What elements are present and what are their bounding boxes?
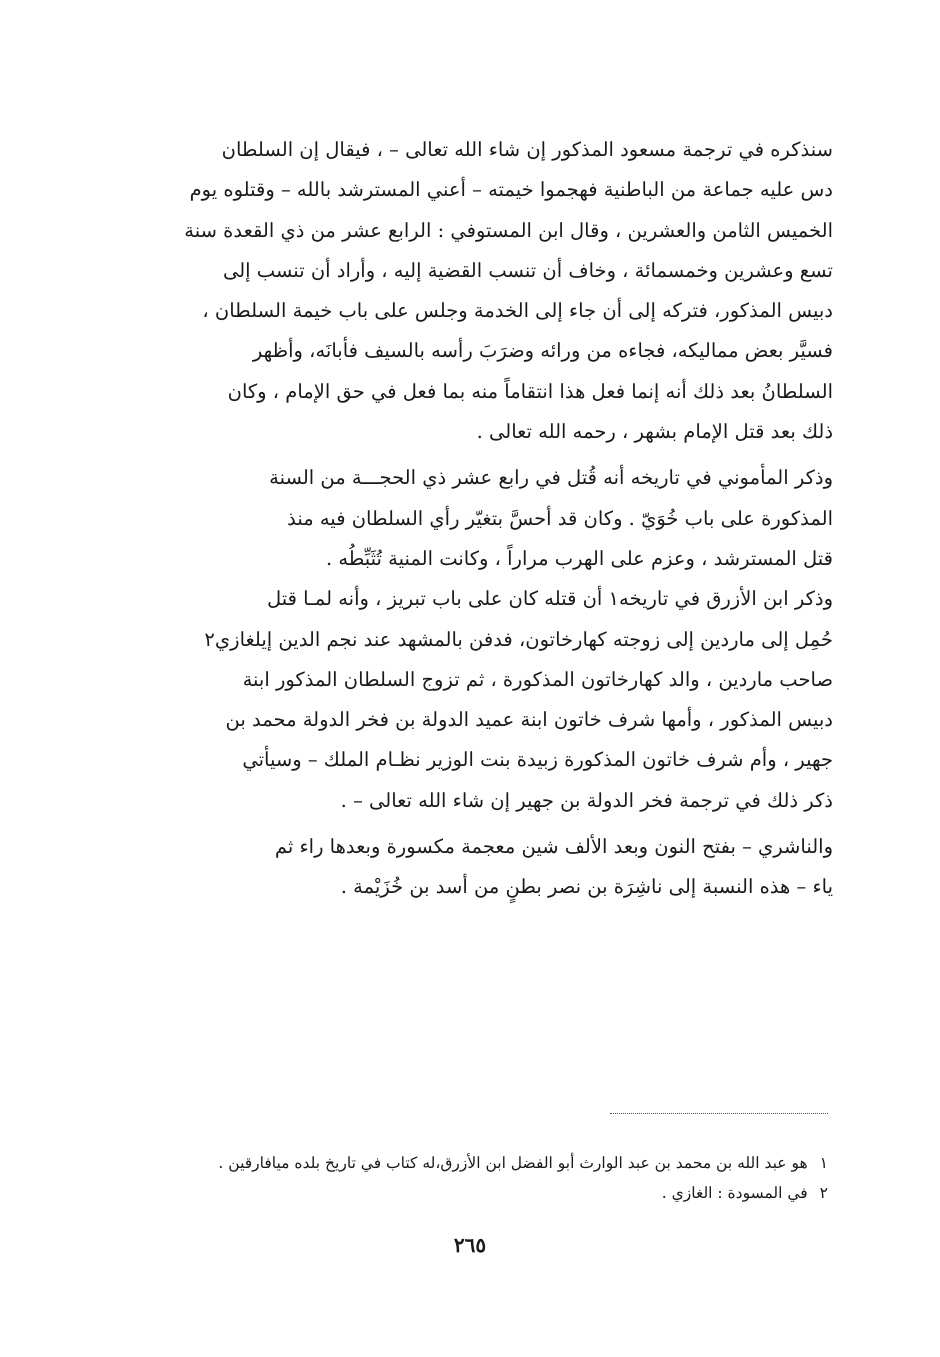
text-line: دس عليه جماعة من الباطنية فهجموا خيمته – أعني المسترشد بالله – وقتلوه يوم <box>189 178 833 202</box>
footnote <box>128 1178 828 1208</box>
text-line: الخميس الثامن والعشرين ، وقال ابن المستوفي : الرابع عشر من ذي القعدة سنة <box>184 218 833 242</box>
text-line: السلطانُ بعد ذلك أنه إنما فعل هذا انتقاماً منه بما فعل في حق الإمام ، وكان <box>227 379 833 403</box>
page-number: ٢٦٥ <box>453 1233 487 1257</box>
text-line: قتل المسترشد ، وعزم على الهرب مراراً ، وكانت المنية تُثَبِّطُه . <box>325 546 833 570</box>
footnote <box>128 1148 828 1178</box>
footnote-text: هو عبد الله بن محمد بن عبد الوارث أبو الفضل ابن الأزرق،له كتاب في تاريخ بلده ميافارقين . <box>218 1154 808 1172</box>
text-line: تسع وعشرين وخمسمائة ، وخاف أن تنسب القضية إليه ، وأراد أن تنسب إلى <box>222 258 833 282</box>
text-line: وذكر ابن الأزرق في تاريخه١ أن قتله كان على باب تبريز ، وأنه لمـا قتل <box>266 587 833 611</box>
text-line: ياء – هذه النسبة إلى ناشِرَة بن نصر بطنٍ من أسد بن خُزَيْمة . <box>340 875 833 899</box>
text-line: وذكر المأموني في تاريخه أنه قُتل في رابع عشر ذي الحجـــة من السنة <box>269 466 833 490</box>
footnote-number: ١ <box>819 1154 828 1172</box>
footnotes <box>128 1148 828 1208</box>
text-line: صاحب ماردين ، والد كهارخاتون المذكورة ، ثم تزوج السلطان المذكور ابنة <box>242 667 833 691</box>
text-line: حُمِل إلى ماردين إلى زوجته كهارخاتون، فدفن بالمشهد عند نجم الدين إيلغازي٢ <box>204 627 833 651</box>
text-line: سنذكره في ترجمة مسعود المذكور إن شاء الله تعالى – ، فيقال إن السلطان <box>221 138 833 161</box>
text-line: فسيَّر بعض مماليكه، فجاءه من ورائه وضرَبَ رأسه بالسيف فأبانَه، وأظهر <box>252 339 833 363</box>
text-line: دبيس المذكور ، وأمها شرف خاتون ابنة عميد الدولة بن فخر الدولة محمد بن <box>225 708 833 732</box>
footnote-text: في المسودة : الغازي . <box>661 1184 808 1202</box>
footnote-number: ٢ <box>819 1184 828 1202</box>
main-text <box>128 130 833 908</box>
text-line: ذكر ذلك في ترجمة فخر الدولة بن جهير إن شاء الله تعالى – . <box>340 788 833 812</box>
text-line: ذلك بعد قتل الإمام بشهر ، رحمه الله تعالى . <box>476 420 833 444</box>
text-line: جهير ، وأم شرف خاتون المذكورة زبيدة بنت الوزير نظـام الملك – وسيأتي <box>242 748 833 772</box>
text-line: دبيس المذكور، فتركه إلى أن جاء إلى الخدمة وجلس على باب خيمة السلطان ، <box>202 299 833 323</box>
footnote-separator <box>610 1113 828 1114</box>
text-line: والناشري – بفتح النون وبعد الألف شين معجمة مكسورة وبعدها راء ثم <box>274 835 833 859</box>
text-line: المذكورة على باب خُوَيّ . وكان قد أحسَّ بتغيّر رأي السلطان فيه منذ <box>287 506 833 530</box>
